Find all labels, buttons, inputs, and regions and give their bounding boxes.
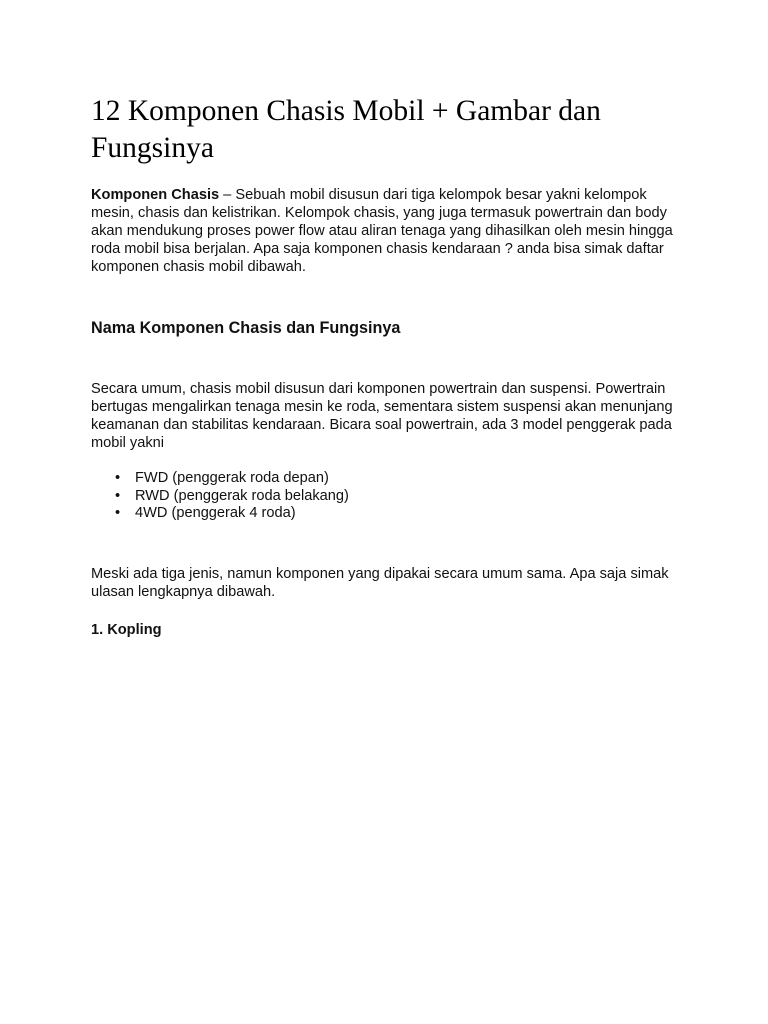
list-item-text: 4WD (penggerak 4 roda) — [135, 505, 296, 521]
section-heading: Nama Komponen Chasis dan Fungsinya — [91, 319, 401, 337]
list-item — [115, 470, 681, 488]
intro-lead: Komponen Chasis — [91, 187, 220, 203]
list-item-text: RWD (penggerak roda belakang) — [135, 487, 349, 504]
list-item — [115, 505, 681, 523]
list-item-text: FWD (penggerak roda depan) — [135, 470, 329, 486]
document-title: 12 Komponen Chasis Mobil + Gambar dan Fungsinya — [91, 95, 601, 164]
intro-paragraph — [91, 186, 681, 276]
drive-model-list — [91, 470, 681, 523]
bullet-icon: • — [115, 470, 121, 486]
bullet-icon: • — [115, 505, 121, 521]
summary-paragraph: Meski ada tiga jenis, namun komponen yang dipakai secara umum sama. Apa saja simak ulasan lengkapnya dibawah. — [91, 565, 669, 600]
intro-text: – Sebuah mobil disusun dari tiga kelompok besar yakni kelompok mesin, chasis dan kelistrikan. Kelompok chasis, yang juga termasuk powertrain dan body akan mendukung proses power flow atau aliran tenaga yang dihasilkan oleh mesin hingga roda mobil bisa berjalan. Apa saja komponen chasis kendaraan ? anda bisa simak daftar komponen chasis mobil dibawah. — [91, 187, 673, 275]
list-item — [115, 487, 681, 506]
general-paragraph: Secara umum, chasis mobil disusun dari komponen powertrain dan suspensi. Powertrain bertugas mengalirkan tenaga mesin ke roda, sementara sistem suspensi akan menunjang keamanan dan stabilitas kendaraan. Bicara soal powertrain, ada 3 model penggerak pada mobil yakni — [91, 381, 673, 451]
document-page — [91, 93, 681, 639]
component-heading-kopling: 1. Kopling — [91, 621, 162, 638]
bullet-icon: • — [115, 487, 121, 504]
